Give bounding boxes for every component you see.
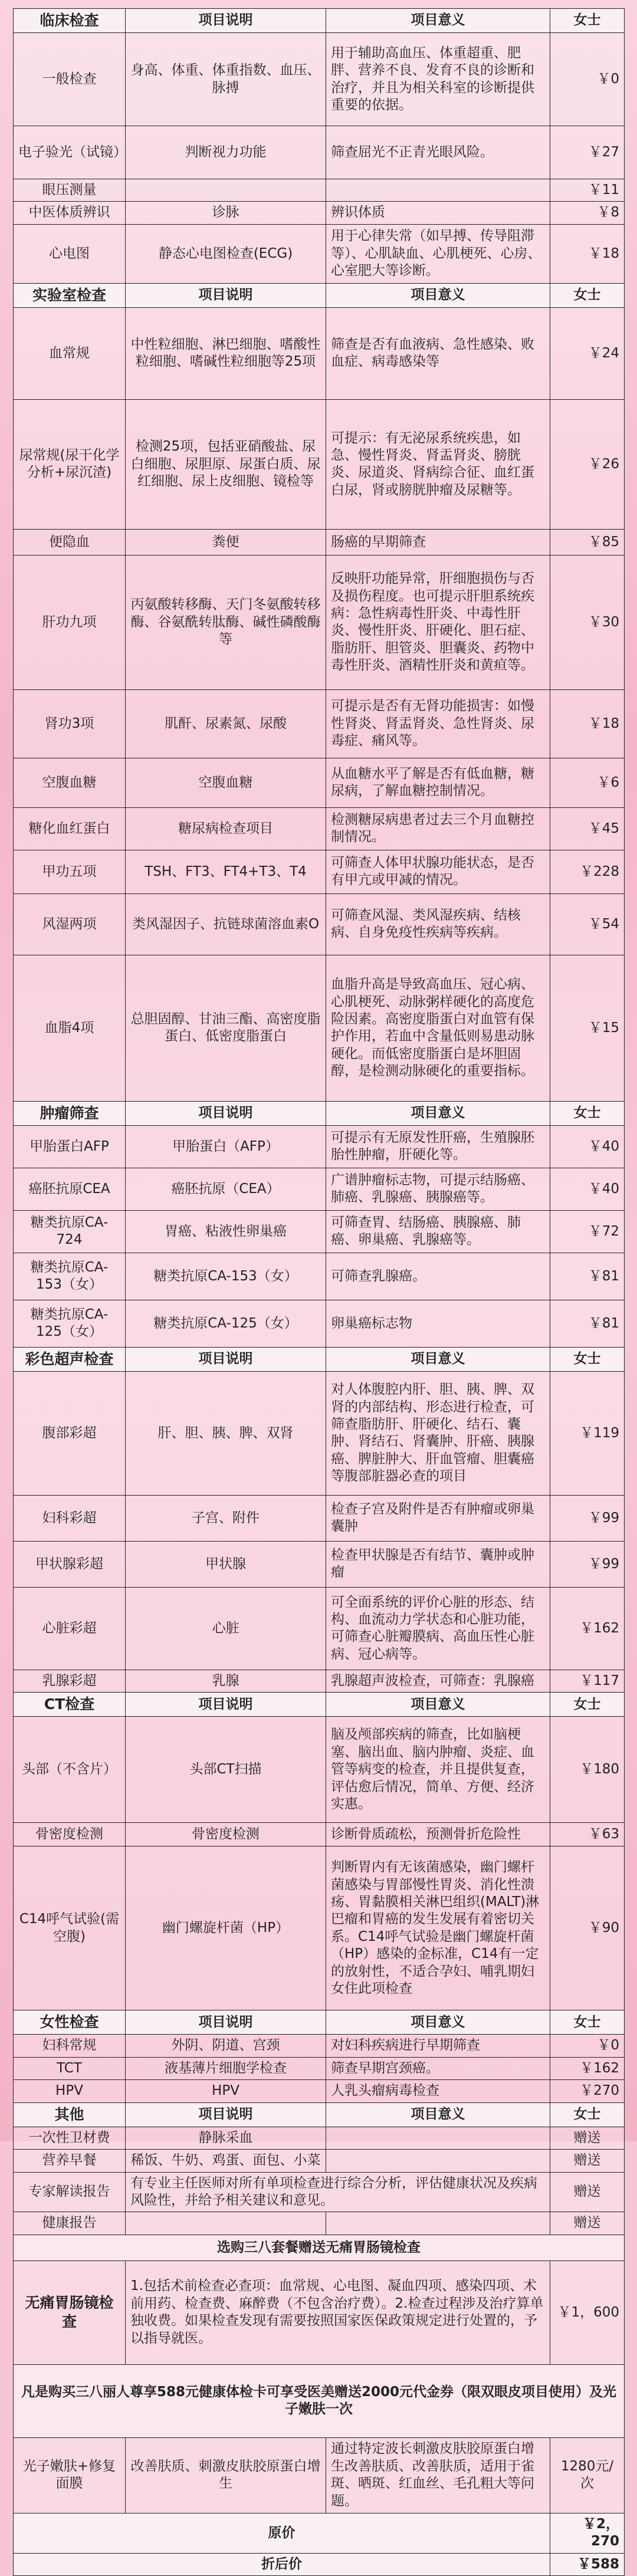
row-price: ￥45	[550, 807, 625, 850]
row-price: ￥11	[550, 179, 625, 202]
row-name: 妇科常规	[14, 2035, 126, 2057]
section-title: 女性检查	[14, 2010, 126, 2035]
row-meaning: 筛查是否有血液病、急性感染、败血症、病毒感染等	[326, 307, 550, 399]
original-price-row	[14, 2513, 625, 2553]
row-item: 1.包括术前检查必查项：血常规、心电图、凝血四项、感染四项、术前用药、检查费、麻醉费（不包含治疗费）。2.检查过程涉及治疗算单独收费。如果检查发现有需要按照国家医保政策规定进行处置的，予以指导就医。	[126, 2260, 550, 2364]
row-meaning: 可筛查乳腺癌。	[326, 1253, 550, 1300]
row-item: 稀饭、牛奶、鸡蛋、面包、小菜	[126, 2150, 326, 2172]
table-row	[14, 689, 625, 758]
row-meaning: 可全面系统的评价心脏的形态、结构、血流动力学状态和心脏功能，可筛查心脏瓣膜病、高血压性心脏病、冠心病等。	[326, 1587, 550, 1670]
row-meaning: 检查甲状腺是否有结节、囊肿或肿瘤	[326, 1541, 550, 1587]
row-name: 甲胎蛋白AFP	[14, 1125, 126, 1168]
table-row	[14, 893, 625, 955]
package-banner: 选购三八套餐赠送无痛胃肠镜检查	[14, 2235, 625, 2260]
row-item: 检测25项，包括亚硝酸盐、尿白细胞、尿胆原、尿蛋白质、尿红细胞、尿上皮细胞、镜检等	[126, 399, 326, 529]
row-price: ￥0	[550, 33, 625, 126]
row-item: 糖尿病检查项目	[126, 807, 326, 850]
row-meaning: 肠癌的早期筛查	[326, 529, 550, 555]
row-item: 静脉采血	[126, 2127, 326, 2149]
row-item: 子宫、附件	[126, 1495, 326, 1541]
row-name: 癌胚抗原CEA	[14, 1168, 126, 1210]
table-row	[14, 2172, 625, 2212]
table-row	[14, 1371, 625, 1495]
row-meaning: 判断胃内有无该菌感染，幽门螺杆菌感染与胃部慢性胃炎、消化性溃疡、胃黏膜相关淋巴组织(MALT)淋巴瘤和胃癌的发生发展有着密切关系。C14呼气试验是幽门螺旋杆菌（HP）感染的金标准，C14有一定的放射性，不适合孕妇、哺乳期妇女住此项检查	[326, 1846, 550, 2010]
row-meaning: 可筛查胃、结肠癌、胰腺癌、肺癌、卵巢癌、乳腺癌等。	[326, 1210, 550, 1253]
row-price: ￥6	[550, 758, 625, 807]
row-name: 中医体质辨识	[14, 202, 126, 224]
row-price: 赠送	[550, 2150, 625, 2172]
row-meaning: 用于心律失常（如早搏、传导阻滞等）、心肌缺血、心肌梗死、心房、心室肥大等诊断。	[326, 224, 550, 283]
column-item: 项目说明	[126, 2102, 326, 2127]
row-name: 血常规	[14, 307, 126, 399]
row-name: 电子验光（试镜）	[14, 126, 126, 179]
column-item: 项目说明	[126, 1693, 326, 1717]
row-meaning: 可提示是否有无肾功能损害：如慢性肾炎、肾盂肾炎、急性肾炎、尿毒症、痛风等。	[326, 689, 550, 758]
row-name: 腹部彩超	[14, 1371, 126, 1495]
row-item: 有专业主任医师对所有单项检查进行综合分析，评估健康状况及疾病风险性，并给予相关建议和意见。	[126, 2172, 550, 2212]
original-price-value: ￥2，270	[550, 2513, 625, 2553]
row-price: ￥162	[550, 2057, 625, 2079]
row-price: ￥117	[550, 1670, 625, 1692]
table-row	[14, 1210, 625, 1253]
row-item: 骨密度检测	[126, 1823, 326, 1846]
row-meaning: 检测糖尿病患者过去三个月血糖控制情况。	[326, 807, 550, 850]
row-item: 胃癌、粘液性卵巢癌	[126, 1210, 326, 1253]
column-item: 项目说明	[126, 2010, 326, 2035]
column-meaning: 项目意义	[326, 1347, 550, 1371]
row-meaning: 筛查屈光不正青光眼风险。	[326, 126, 550, 179]
row-item: 静态心电图检查(ECG)	[126, 224, 326, 283]
row-meaning: 可筛查风湿、类风湿疾病、结核病、自身免疫性疾病等疾病。	[326, 893, 550, 955]
row-meaning: 对妇科疾病进行早期筛查	[326, 2035, 550, 2057]
row-price: ￥27	[550, 126, 625, 179]
table-row	[14, 955, 625, 1101]
column-meaning: 项目意义	[326, 9, 550, 33]
column-item: 项目说明	[126, 1101, 326, 1125]
table-row	[14, 1541, 625, 1587]
row-item: 心脏	[126, 1587, 326, 1670]
row-price: ￥40	[550, 1125, 625, 1168]
row-name: TCT	[14, 2057, 126, 2079]
column-item: 项目说明	[126, 283, 326, 307]
discount-price-label: 折后价	[14, 2553, 550, 2575]
original-price-label: 原价	[14, 2513, 550, 2553]
row-item: HPV	[126, 2080, 326, 2102]
row-meaning: 诊断骨质疏松，预测骨折危险性	[326, 1823, 550, 1846]
row-item: 肌酐、尿素氮、尿酸	[126, 689, 326, 758]
section-header	[14, 283, 625, 307]
table-row	[14, 1495, 625, 1541]
row-price: ￥99	[550, 1541, 625, 1587]
row-name: 妇科彩超	[14, 1495, 126, 1541]
row-name: 肝功九项	[14, 555, 126, 689]
row-price: ￥54	[550, 893, 625, 955]
table-row	[14, 1253, 625, 1300]
row-meaning: 乳腺超声波检查，可筛查：乳腺癌	[326, 1670, 550, 1692]
row-item: 甲状腺	[126, 1541, 326, 1587]
row-price: ￥119	[550, 1371, 625, 1495]
row-item: 幽门螺旋杆菌（HP）	[126, 1846, 326, 2010]
table-row	[14, 33, 625, 126]
table-row	[14, 1846, 625, 2010]
row-name: 骨密度检测	[14, 1823, 126, 1846]
offer-banner: 凡是购买三八丽人尊享588元健康体检卡可享受医美赠送2000元代金券（限双眼皮项目使用）及光子嫩肤一次	[14, 2364, 625, 2437]
row-price: ￥99	[550, 1495, 625, 1541]
row-name: 眼压测量	[14, 179, 126, 202]
row-meaning	[326, 2127, 550, 2149]
row-name: 光子嫩肤+修复面膜	[14, 2437, 126, 2513]
row-name: HPV	[14, 2080, 126, 2102]
row-item: 总胆固醇、甘油三酯、高密度脂蛋白、低密度脂蛋白	[126, 955, 326, 1101]
column-price: 女士	[550, 9, 625, 33]
row-item: 头部CT扫描	[126, 1717, 326, 1823]
table-row	[14, 1168, 625, 1210]
offer-banner-row	[14, 2364, 625, 2437]
column-price: 女士	[550, 283, 625, 307]
row-meaning: 可筛查人体甲状腺功能状态，是否有甲亢或甲减的情况。	[326, 850, 550, 893]
table-row	[14, 850, 625, 893]
row-meaning: 人乳头瘤病毒检查	[326, 2080, 550, 2102]
table-row	[14, 2057, 625, 2079]
row-item: 中性粒细胞、淋巴细胞、嗜酸性粒细胞、嗜碱性粒细胞等25项	[126, 307, 326, 399]
row-name: 糖化血红蛋白	[14, 807, 126, 850]
table-row	[14, 1717, 625, 1823]
row-price: ￥81	[550, 1300, 625, 1347]
table-row	[14, 2437, 625, 2513]
row-name: 风湿两项	[14, 893, 126, 955]
row-item: 粪便	[126, 529, 326, 555]
row-item: 肝、胆、胰、脾、双肾	[126, 1371, 326, 1495]
row-price: ￥228	[550, 850, 625, 893]
row-meaning: 广谱肿瘤标志物，可提示结肠癌、肺癌、乳腺癌、胰腺癌等。	[326, 1168, 550, 1210]
row-item: 身高、体重、体重指数、血压、脉搏	[126, 33, 326, 126]
row-item: 空腹血糖	[126, 758, 326, 807]
row-meaning: 可提示有无原发性肝癌，生殖腺胚胎性肿瘤，肝硬化等。	[326, 1125, 550, 1168]
row-item: 糖类抗原CA-125（女）	[126, 1300, 326, 1347]
row-price: ￥180	[550, 1717, 625, 1823]
row-name: 无痛胃肠镜检查	[14, 2260, 126, 2364]
row-price: ￥30	[550, 555, 625, 689]
row-name: 便隐血	[14, 529, 126, 555]
row-meaning: 脑及颅部疾病的筛查，比如脑梗塞、脑出血、脑内肿瘤、炎症、血管等病变的检查，并且提供复查，评估愈后情况，简单、方便、经济实惠。	[326, 1717, 550, 1823]
row-meaning: 对人体腹腔内肝、胆、胰、脾、双肾的内部结构、形态进行检查，可筛查脂肪肝、肝硬化、结石、囊肿、肾结石、肾囊肿、肝癌、胰腺癌、脾脏肿大、肝血管瘤、胆囊癌等腹部脏器必查的项目	[326, 1371, 550, 1495]
row-price: ￥85	[550, 529, 625, 555]
section-header	[14, 1101, 625, 1125]
column-item: 项目说明	[126, 9, 326, 33]
row-item: 癌胚抗原（CEA）	[126, 1168, 326, 1210]
table-row	[14, 758, 625, 807]
row-name: 心电图	[14, 224, 126, 283]
table-row	[14, 2080, 625, 2102]
row-price: ￥15	[550, 955, 625, 1101]
row-price: ￥24	[550, 307, 625, 399]
table-row	[14, 224, 625, 283]
column-price: 女士	[550, 1693, 625, 1717]
row-name: 乳腺彩超	[14, 1670, 126, 1692]
table-row	[14, 2260, 625, 2364]
row-name: 甲功五项	[14, 850, 126, 893]
section-header	[14, 2010, 625, 2035]
discount-price-value: ￥588	[550, 2553, 625, 2575]
row-price: ￥26	[550, 399, 625, 529]
row-price: 赠送	[550, 2212, 625, 2235]
table-row	[14, 179, 625, 202]
column-meaning: 项目意义	[326, 2102, 550, 2127]
row-price: ￥1，600	[550, 2260, 625, 2364]
row-price: 赠送	[550, 2172, 625, 2212]
row-meaning: 卵巢癌标志物	[326, 1300, 550, 1347]
column-meaning: 项目意义	[326, 1693, 550, 1717]
row-meaning	[326, 2212, 550, 2235]
price-table	[13, 8, 625, 2576]
column-price: 女士	[550, 2010, 625, 2035]
row-price: ￥270	[550, 2080, 625, 2102]
row-meaning: 可提示：有无泌尿系统疾患，如急、慢性肾炎、肾盂肾炎、膀胱炎、尿道炎、肾病综合征、血红蛋白尿，肾或膀胱肿瘤及尿糖等。	[326, 399, 550, 529]
row-price: ￥40	[550, 1168, 625, 1210]
row-name: 尿常规(尿干化学分析+尿沉渣)	[14, 399, 126, 529]
row-name: 心脏彩超	[14, 1587, 126, 1670]
row-price: ￥18	[550, 224, 625, 283]
column-item: 项目说明	[126, 1347, 326, 1371]
package-banner-row	[14, 2235, 625, 2260]
row-name: 一次性卫材费	[14, 2127, 126, 2149]
table-row	[14, 2127, 625, 2149]
row-name: 头部（不含片）	[14, 1717, 126, 1823]
table-row	[14, 1300, 625, 1347]
discount-price-row	[14, 2553, 625, 2575]
column-price: 女士	[550, 1101, 625, 1125]
row-name: C14呼气试验(需空腹)	[14, 1846, 126, 2010]
row-name: 专家解读报告	[14, 2172, 126, 2212]
row-meaning: 用于辅助高血压、体重超重、肥胖、营养不良、发育不良的诊断和治疗，并且为相关科室的诊断提供重要的依据。	[326, 33, 550, 126]
section-title: 肿瘤筛查	[14, 1101, 126, 1125]
table-row	[14, 202, 625, 224]
table-row	[14, 2035, 625, 2057]
section-header	[14, 2102, 625, 2127]
table-row	[14, 1670, 625, 1692]
section-title: CT检查	[14, 1693, 126, 1717]
table-row	[14, 126, 625, 179]
section-header	[14, 9, 625, 33]
table-row	[14, 399, 625, 529]
row-name: 血脂4项	[14, 955, 126, 1101]
row-item: 改善肤质、刺激皮肤胶原蛋白增生	[126, 2437, 326, 2513]
row-price: ￥18	[550, 689, 625, 758]
row-item: 液基薄片细胞学检查	[126, 2057, 326, 2079]
row-price: ￥72	[550, 1210, 625, 1253]
row-price: ￥81	[550, 1253, 625, 1300]
section-title: 彩色超声检查	[14, 1347, 126, 1371]
price-table-body	[14, 9, 625, 2576]
row-name: 空腹血糖	[14, 758, 126, 807]
row-price: ￥0	[550, 2035, 625, 2057]
section-title: 临床检查	[14, 9, 126, 33]
table-row	[14, 807, 625, 850]
section-header	[14, 1693, 625, 1717]
row-meaning: 血脂升高是导致高血压、冠心病、心肌梗死、动脉粥样硬化的高度危险因素。高密度脂蛋白对血管有保护作用，若血中含量低则易患动脉硬化。而低密度脂蛋白是坏胆固醇，是检测动脉硬化的重要指标。	[326, 955, 550, 1101]
section-header	[14, 1347, 625, 1371]
row-price: ￥162	[550, 1587, 625, 1670]
table-row	[14, 1125, 625, 1168]
column-meaning: 项目意义	[326, 283, 550, 307]
row-price: ￥90	[550, 1846, 625, 2010]
row-meaning: 筛查早期宫颈癌。	[326, 2057, 550, 2079]
table-row	[14, 1823, 625, 1846]
row-meaning	[326, 2150, 550, 2172]
row-name: 甲状腺彩超	[14, 1541, 126, 1587]
table-row	[14, 529, 625, 555]
column-price: 女士	[550, 2102, 625, 2127]
row-item	[126, 179, 326, 202]
column-price: 女士	[550, 1347, 625, 1371]
row-meaning: 检查子宫及附件是否有肿瘤或卵巢囊肿	[326, 1495, 550, 1541]
row-meaning: 通过特定波长刺激皮肤胶原蛋白增生改善肤质、改善肤质，适用于雀斑、晒斑、红血丝、毛孔粗大等问题。	[326, 2437, 550, 2513]
row-item: 外阴、阴道、宫颈	[126, 2035, 326, 2057]
row-meaning: 辨识体质	[326, 202, 550, 224]
row-name: 肾功3项	[14, 689, 126, 758]
table-row	[14, 1587, 625, 1670]
row-name: 一般检查	[14, 33, 126, 126]
section-title: 实验室检查	[14, 283, 126, 307]
table-row	[14, 2212, 625, 2235]
table-row	[14, 555, 625, 689]
table-row	[14, 2150, 625, 2172]
row-item: 判断视力功能	[126, 126, 326, 179]
row-item: 类风湿因子、抗链球菌溶血素O	[126, 893, 326, 955]
row-item: 诊脉	[126, 202, 326, 224]
row-price: 赠送	[550, 2127, 625, 2149]
row-item: TSH、FT3、FT4+T3、T4	[126, 850, 326, 893]
section-title: 其他	[14, 2102, 126, 2127]
row-name: 营养早餐	[14, 2150, 126, 2172]
row-item: 乳腺	[126, 1670, 326, 1692]
row-meaning: 从血糖水平了解是否有低血糖，糖尿病，了解血糖控制情况。	[326, 758, 550, 807]
row-price: ￥63	[550, 1823, 625, 1846]
row-item: 甲胎蛋白（AFP）	[126, 1125, 326, 1168]
row-price: ￥8	[550, 202, 625, 224]
row-price: 1280元/次	[550, 2437, 625, 2513]
column-meaning: 项目意义	[326, 2010, 550, 2035]
row-item: 糖类抗原CA-153（女）	[126, 1253, 326, 1300]
column-meaning: 项目意义	[326, 1101, 550, 1125]
row-meaning	[326, 179, 550, 202]
row-name: 糖类抗原CA-724	[14, 1210, 126, 1253]
row-item: 丙氨酸转移酶、天门冬氨酸转移酶、谷氨酰转肽酶、碱性磷酸酶等	[126, 555, 326, 689]
row-name: 糖类抗原CA-125（女）	[14, 1300, 126, 1347]
row-name: 糖类抗原CA-153（女）	[14, 1253, 126, 1300]
row-item	[126, 2212, 326, 2235]
row-meaning: 反映肝功能异常，肝细胞损伤与否及损伤程度。也可提示肝胆系统疾病：急性病毒性肝炎、中毒性肝炎、慢性肝炎、肝硬化、胆石症、脂肪肝、胆管炎、胆囊炎、药物中毒性肝炎、酒精性肝炎和黄疸等。	[326, 555, 550, 689]
table-row	[14, 307, 625, 399]
row-name: 健康报告	[14, 2212, 126, 2235]
